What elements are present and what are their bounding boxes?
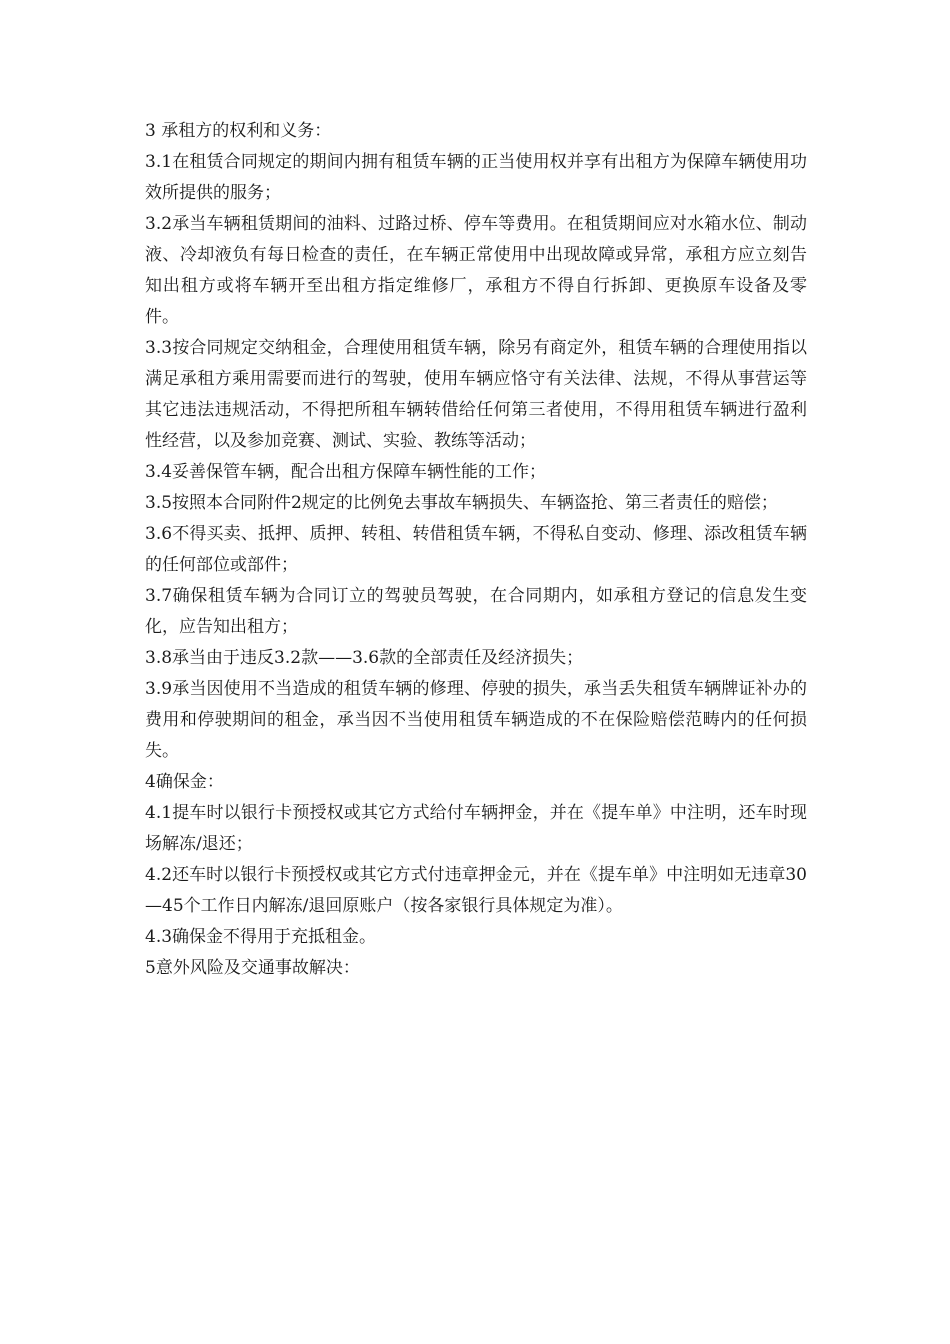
clause-4-2: 4.2还车时以银行卡预授权或其它方式付违章押金元，并在《提车单》中注明如无违章30—45个工作日内解冻/退回原账户（按各家银行具体规定为准）。	[145, 865, 807, 916]
document-page	[145, 116, 807, 984]
clause-3-8: 3.8承当由于违反3.2款——3.6款的全部责任及经济损失；	[145, 648, 584, 668]
clause-3-4: 3.4妥善保管车辆，配合出租方保障车辆性能的工作；	[145, 462, 547, 482]
clause-3-2: 3.2承当车辆租赁期间的油料、过路过桥、停车等费用。在租赁期间应对水箱水位、制动液、冷却液负有每日检查的责任，在车辆正常使用中出现故障或异常，承租方应立刻告知出租方或将车辆开至出租方指定维修厂，承租方不得自行拆卸、更换原车设备及零件。	[145, 214, 807, 327]
clause-3-9: 3.9承当因使用不当造成的租赁车辆的修理、停驶的损失，承当丢失租赁车辆牌证补办的费用和停驶期间的租金，承当因不当使用租赁车辆造成的不在保险赔偿范畴内的任何损失。	[145, 679, 807, 761]
clause-3-3: 3.3按合同规定交纳租金，合理使用租赁车辆，除另有商定外，租赁车辆的合理使用指以满足承租方乘用需要而进行的驾驶，使用车辆应恪守有关法律、法规，不得从事营运等其它违法违规活动，不得把所租车辆转借给任何第三者使用，不得用租赁车辆进行盈利性经营，以及参加竞赛、测试、实验、教练等活动；	[145, 338, 807, 451]
clause-3-5: 3.5按照本合同附件2规定的比例免去事故车辆损失、车辆盗抢、第三者责任的赔偿；	[145, 493, 778, 513]
section-heading-3: 3 承租方的权利和义务：	[145, 121, 332, 141]
clause-3-7: 3.7确保租赁车辆为合同订立的驾驶员驾驶，在合同期内，如承租方登记的信息发生变化，应告知出租方；	[145, 586, 807, 637]
clause-4-3: 4.3确保金不得用于充抵租金。	[145, 927, 377, 947]
clause-4-1: 4.1提车时以银行卡预授权或其它方式给付车辆押金，并在《提车单》中注明，还车时现场解冻/退还；	[145, 803, 807, 854]
section-heading-5: 5意外风险及交通事故解决：	[145, 958, 360, 978]
clause-3-6: 3.6不得买卖、抵押、质押、转租、转借租赁车辆，不得私自变动、修理、添改租赁车辆的任何部位或部件；	[145, 524, 807, 575]
clause-3-1: 3.1在租赁合同规定的期间内拥有租赁车辆的正当使用权并享有出租方为保障车辆使用功效所提供的服务；	[145, 152, 807, 203]
section-heading-4: 4确保金：	[145, 772, 224, 792]
